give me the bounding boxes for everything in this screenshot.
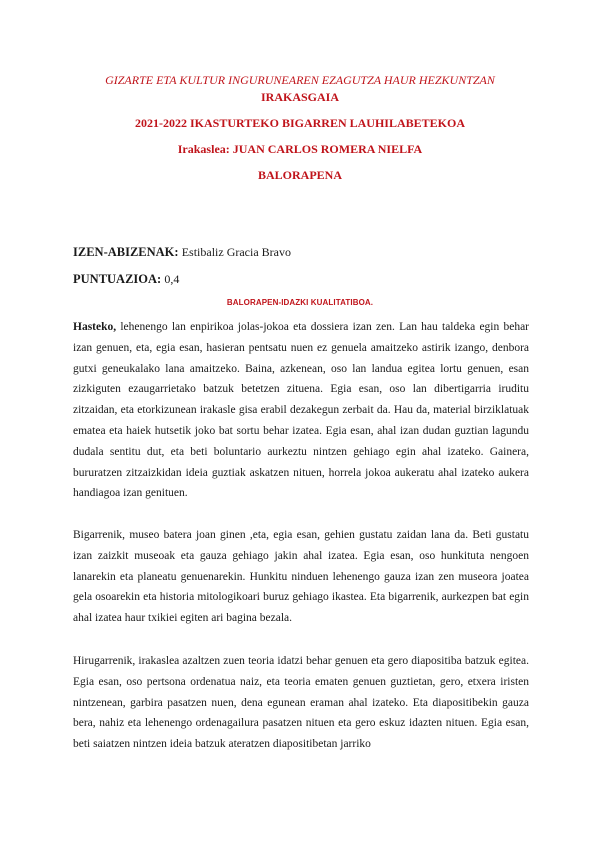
term-title: 2021-2022 IKASTURTEKO BIGARREN LAUHILABETEKOA xyxy=(135,116,465,130)
teacher-line: Irakaslea: JUAN CARLOS ROMERA NIELFA xyxy=(177,142,423,156)
score-field xyxy=(73,272,179,286)
paragraph-1 xyxy=(73,317,529,504)
evaluation-title: BALORAPENA xyxy=(257,168,342,182)
student-name-field xyxy=(73,245,291,259)
score-label: PUNTUAZIOA: xyxy=(73,272,162,286)
score-value: 0,4 xyxy=(164,272,180,286)
paragraph-2 xyxy=(73,525,529,629)
student-name-label: IZEN-ABIZENAK: xyxy=(73,245,179,259)
student-name-value: Estibaliz Gracia Bravo xyxy=(181,245,291,259)
paragraph-3 xyxy=(73,651,529,755)
section-title: BALORAPEN-IDAZKI KUALITATIBOA. xyxy=(226,298,374,307)
paragraph-text: Bigarrenik, museo batera joan ginen ,eta, egia esan, gehien gustatu zaidan lana da. Beti gustatu izan zaizkit museoak eta gauza gehiago jakin ahal izatea. Egia esan, oso hunkituta nengoen lanarekin eta planeatu genuenarekin. Hunkitu ninduen lehenengo gauza izan zen museora joatea gela osoarekin eta historia mitologikoari buruz gehiago ikastea. Eta bigarrenik, aurkezpen bat egin ahal izatea haur txikiei egiten ari bagina bezala. xyxy=(73,529,529,625)
paragraph-lead: Hasteko, xyxy=(73,321,117,333)
paragraph-text: lehenengo lan enpirikoa jolas-jokoa eta dossiera izan zen. Lan hau taldeka egin behar izan genuen, eta, egia esan, hasieran pentsatu nuen ez genuela amaitzeko astirik izango, denbora gutxi geneukalako lana amaitzeko. Baina, azkenean, oso lan landua egitea lortu genuen, esan zizkiguten ezaugarrietako batzuk betetzen zituena. Egia esan, oso lan dibertigarria iruditu zitzaidan, eta etorkizunean irakasle gisa erabil dezakegun zerbait da. Hau da, material birziklatuak ematea eta haiek hutsetik joko bat sortu behar izatea. Egia esan, ahal izan dudan guztian lagundu dudala sentitu dut, eta beti boluntario aurkeztu nintzen gehiago egin ahal izateko. Gainera, bururatzen zitzaizkidan ideia guztiak askatzen nituen, horrela jokoa aukeratu ahal izateko aukera handiagoa izan genituen. xyxy=(73,321,530,500)
course-title: GIZARTE ETA KULTUR INGURUNEAREN EZAGUTZA HAUR HEZKUNTZAN xyxy=(105,73,495,87)
subject-label: IRAKASGAIA xyxy=(260,90,339,104)
paragraph-text: Hirugarrenik, irakaslea azaltzen zuen teoria idatzi behar genuen eta gero diapositiba batzuk egitea. Egia esan, oso pertsona ordenatua naiz, eta teoria ematen genuen guztietan, gero, etxera iristen nintzenean, garbira pasatzen nuen, dena egunean eraman ahal izateko. Eta diapositibekin gauza bera, nahiz eta lehenengo ordenagailura pasatzen nituen eta gero eskuz idazten nituen. Egia esan, beti saiatzen nintzen ideia batzuk ateratzen diapositibetan jarriko xyxy=(73,655,529,751)
